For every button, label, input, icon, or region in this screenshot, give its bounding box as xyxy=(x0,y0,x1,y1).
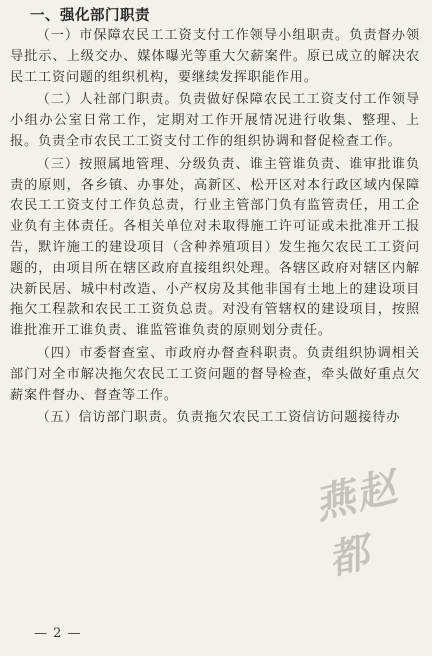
paragraph-3 xyxy=(10,155,420,342)
paragraph-text: 信访部门职责。负责拖欠农民工工资信访问题接待办 xyxy=(78,410,401,426)
paragraph-number: （一） xyxy=(36,28,80,43)
paragraph-4 xyxy=(10,344,420,406)
section-heading: 一、强化部门职责 xyxy=(30,8,150,24)
paragraph-number: （三） xyxy=(36,156,80,172)
document-body xyxy=(10,26,420,431)
paragraph-2 xyxy=(10,90,420,152)
paragraph-1 xyxy=(10,26,420,88)
paragraph-text: 市委督查室、市政府办督查科职责。负责组织协调相关部门对全市解决拖欠农民工工资问题的督导检查，牵头做好重点欠薪案件督办、督查等工作。 xyxy=(10,345,420,403)
paragraph-number: （五） xyxy=(36,410,79,426)
paragraph-number: （四） xyxy=(36,345,80,361)
paragraph-text: 按照属地管理、分级负责、谁主管谁负责、谁审批谁负责的原则，各乡镇、办事处，高新区、松开区对本行政区域内保障农民工工资支付工作负总责，行业主管部门负有监管责任，用工企业负有主体责任。各相关单位对未取得施工许可证或未批准开工报告，默许施工的建设项目（含种养殖项目）发生拖欠农民工工资问题的，由项目所在辖区政府直接组织处理。各辖区政府对辖区内解决新民居、城中村改造、小产权房及其他非国有土地上的建设项目拖欠工程款和农民工工资负总责。对没有管辖权的建设项目，按照谁批准开工谁负责、谁监管谁负责的原则划分责任。 xyxy=(10,156,420,339)
paragraph-5 xyxy=(10,408,420,429)
paragraph-text: 人社部门职责。负责做好保障农民工工资支付工作领导小组办公室日常工作，定期对工作开展情况进行收集、整理、上报。负责全市农民工工资支付工作的组织协调和督促检查工作。 xyxy=(10,92,420,149)
watermark-logo: 燕赵都 xyxy=(310,463,403,584)
paragraph-number: （二） xyxy=(36,92,80,108)
page-number: — 2 — xyxy=(34,626,82,641)
paragraph-text: 市保障农民工工资支付工作领导小组职责。负责督办领导批示、上级交办、媒体曝光等重大欠薪案件。原已成立的解决农民工工资问题的组织机构，要继续发挥职能作用。 xyxy=(10,28,420,85)
